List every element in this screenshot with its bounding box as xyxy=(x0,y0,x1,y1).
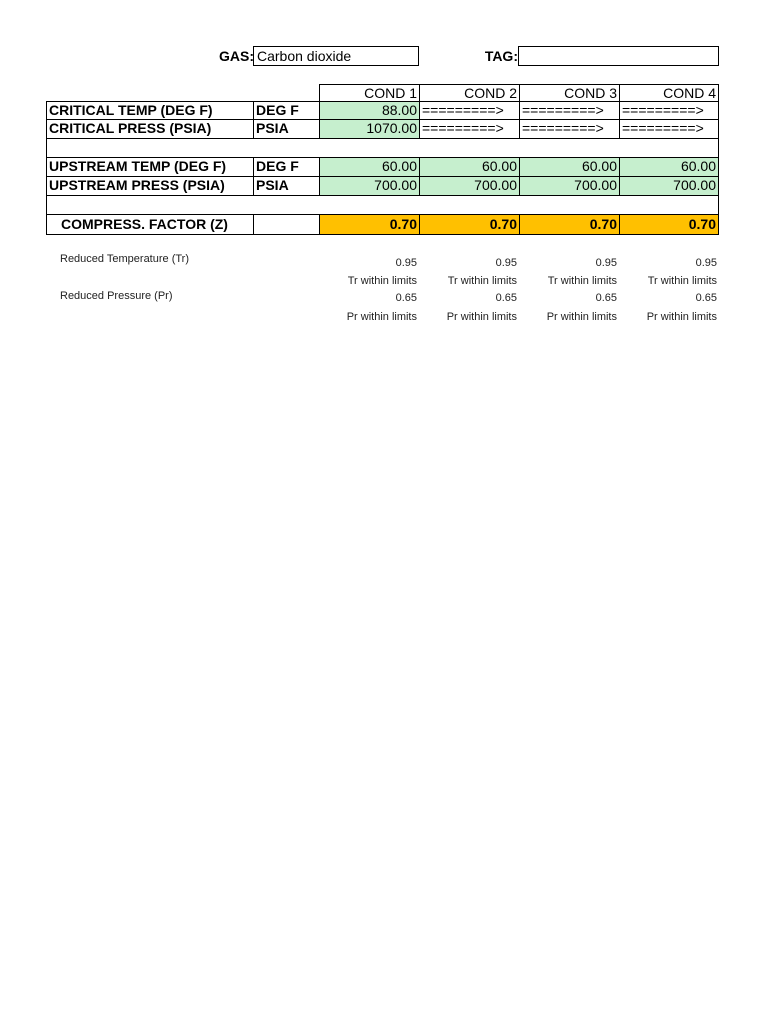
tr-status-cond-4: Tr within limits xyxy=(647,275,717,287)
compress-factor-unit xyxy=(253,214,320,235)
gas-input[interactable]: Carbon dioxide xyxy=(253,46,419,66)
upstream-temp-label: UPSTREAM TEMP (DEG F) xyxy=(46,157,254,177)
tag-label: TAG: xyxy=(484,48,518,64)
pr-status-cond-4: Pr within limits xyxy=(646,311,717,323)
critical-press-cond-4: =========> xyxy=(619,119,719,139)
critical-temp-label: CRITICAL TEMP (DEG F) xyxy=(46,101,254,120)
pr-value-cond-4: 0.65 xyxy=(695,292,717,304)
tr-value-cond-4: 0.95 xyxy=(695,257,717,269)
critical-temp-cond-4: =========> xyxy=(619,101,719,120)
compress-factor-cond-4: 0.70 xyxy=(619,214,719,235)
pr-value-cond-3: 0.65 xyxy=(595,292,617,304)
upstream-temp-cond-1[interactable]: 60.00 xyxy=(319,157,420,177)
compress-factor-cond-2: 0.70 xyxy=(419,214,520,235)
tr-status-cond-2: Tr within limits xyxy=(447,275,517,287)
column-header-cond-2: COND 2 xyxy=(419,84,520,102)
tr-value-cond-3: 0.95 xyxy=(595,257,617,269)
pr-value-cond-2: 0.65 xyxy=(495,292,517,304)
upstream-press-cond-2[interactable]: 700.00 xyxy=(419,176,520,196)
pr-value-cond-1: 0.65 xyxy=(395,292,417,304)
critical-press-label: CRITICAL PRESS (PSIA) xyxy=(46,119,254,139)
critical-temp-cond-2: =========> xyxy=(419,101,520,120)
pr-status-cond-2: Pr within limits xyxy=(446,311,517,323)
reduced-temperature-label: Reduced Temperature (Tr) xyxy=(60,253,189,265)
tr-value-cond-2: 0.95 xyxy=(495,257,517,269)
tr-value-cond-1: 0.95 xyxy=(395,257,417,269)
upstream-temp-cond-2[interactable]: 60.00 xyxy=(419,157,520,177)
upstream-temp-unit: DEG F xyxy=(253,157,320,177)
critical-press-cond-2: =========> xyxy=(419,119,520,139)
critical-press-unit: PSIA xyxy=(253,119,320,139)
column-header-cond-1: COND 1 xyxy=(319,84,420,102)
spacer-row xyxy=(46,195,719,215)
critical-press-cond-3: =========> xyxy=(519,119,620,139)
tr-status-cond-3: Tr within limits xyxy=(547,275,617,287)
upstream-press-label: UPSTREAM PRESS (PSIA) xyxy=(46,176,254,196)
critical-press-cond-1[interactable]: 1070.00 xyxy=(319,119,420,139)
tr-status-cond-1: Tr within limits xyxy=(347,275,417,287)
reduced-pressure-label: Reduced Pressure (Pr) xyxy=(60,290,173,302)
column-header-cond-4: COND 4 xyxy=(619,84,719,102)
compress-factor-cond-3: 0.70 xyxy=(519,214,620,235)
tag-input[interactable] xyxy=(518,46,719,66)
upstream-temp-cond-3[interactable]: 60.00 xyxy=(519,157,620,177)
spacer-row xyxy=(46,138,719,158)
gas-label: GAS: xyxy=(219,48,254,64)
upstream-press-cond-3[interactable]: 700.00 xyxy=(519,176,620,196)
compress-factor-cond-1: 0.70 xyxy=(319,214,420,235)
pr-status-cond-1: Pr within limits xyxy=(346,311,417,323)
upstream-press-unit: PSIA xyxy=(253,176,320,196)
critical-temp-cond-1[interactable]: 88.00 xyxy=(319,101,420,120)
upstream-press-cond-1[interactable]: 700.00 xyxy=(319,176,420,196)
critical-temp-cond-3: =========> xyxy=(519,101,620,120)
critical-temp-unit: DEG F xyxy=(253,101,320,120)
upstream-temp-cond-4[interactable]: 60.00 xyxy=(619,157,719,177)
upstream-press-cond-4[interactable]: 700.00 xyxy=(619,176,719,196)
pr-status-cond-3: Pr within limits xyxy=(546,311,617,323)
compress-factor-label: COMPRESS. FACTOR (Z) xyxy=(46,214,254,235)
column-header-cond-3: COND 3 xyxy=(519,84,620,102)
